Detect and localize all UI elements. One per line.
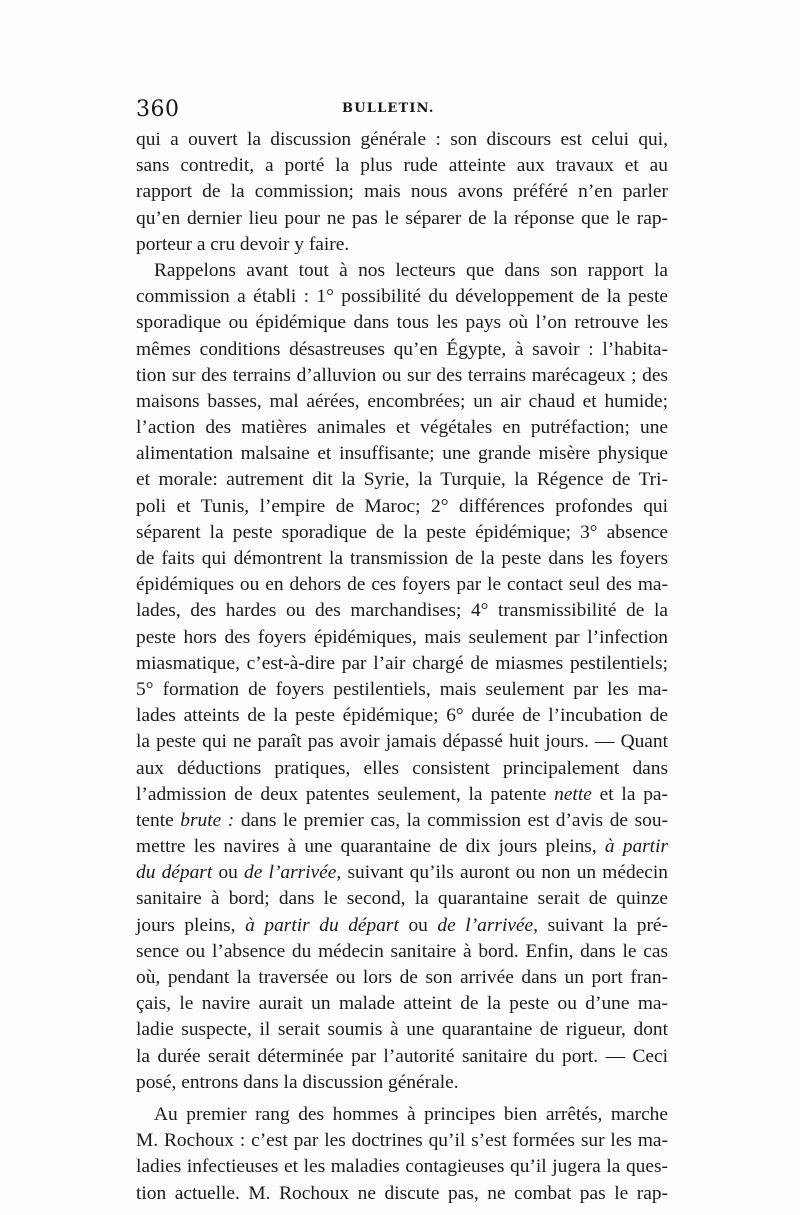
text-run: ladie suspecte, il serait soumis à une quarantaine de rigueur, dont	[136, 1019, 668, 1041]
text-run: qui a ouvert la discussion générale : son discours est celui qui,	[136, 129, 668, 150]
text-line	[136, 1102, 668, 1128]
text-line	[136, 756, 668, 782]
text-line	[136, 258, 668, 284]
text-run: jours pleins,	[136, 914, 246, 936]
text-run: où, pendant la traversée ou lors de son arrivée dans un port fran-	[136, 967, 668, 988]
italic-text: à partir du départ	[245, 914, 399, 936]
text-run: mettre les navires à une quarantaine de dix jours pleins,	[136, 836, 605, 858]
text-run: lades atteints de la peste épidémique; 6° durée de l’incubation de	[136, 705, 668, 727]
text-run: tente	[136, 809, 181, 831]
text-line	[136, 232, 668, 258]
text-run: sence ou l’absence du médecin sanitaire à bord. Enfin, dans le cas	[136, 940, 668, 962]
text-run: poli et Tunis, l’empire de Maroc; 2° différences profondes qui	[136, 495, 668, 517]
text-line	[136, 494, 668, 520]
text-line	[136, 965, 668, 991]
text-line	[136, 284, 668, 310]
italic-text: brute :	[180, 809, 235, 831]
text-run: dans le premier cas, la commission est d’avis de sou-	[234, 809, 668, 831]
text-run: et morale: autrement dit la Syrie, la Turquie, la Régence de Tri-	[136, 469, 668, 491]
text-line	[136, 625, 668, 651]
page-number: 360	[136, 97, 180, 122]
text-run: sans contredit, a porté la plus rude atteinte aux travaux et au	[136, 155, 668, 177]
text-line	[136, 546, 668, 572]
text-run: alimentation malsaine et insuffisante; une grande misère physique	[136, 443, 668, 465]
text-run: Rappelons avant tout à nos lecteurs que dans son rapport la	[154, 259, 668, 281]
text-run: la durée serait déterminée par l’autorité sanitaire du port. — Ceci	[136, 1045, 668, 1067]
text-run: suivant la pré-	[538, 914, 668, 936]
text-line	[136, 572, 668, 598]
italic-text: du départ	[136, 862, 213, 884]
text-line	[136, 310, 668, 336]
text-line	[136, 834, 668, 860]
text-run: lades, des hardes ou des marchandises; 4° transmissibilité de la	[136, 600, 668, 622]
text-line	[136, 651, 668, 677]
text-line	[136, 1017, 668, 1043]
text-run: tion actuelle. M. Rochoux ne discute pas, ne combat pas le rap-	[136, 1182, 668, 1204]
text-line	[136, 1181, 668, 1207]
text-line	[136, 598, 668, 624]
text-run: posé, entrons dans la discussion générale.	[136, 1071, 459, 1093]
text-run: çais, le navire aurait un malade atteint de la peste ou d’une ma-	[136, 993, 668, 1015]
text-line	[136, 206, 668, 232]
text-line	[136, 363, 668, 389]
text-line	[136, 1128, 668, 1154]
text-line	[136, 729, 668, 755]
page-header	[136, 97, 668, 125]
text-line	[136, 1044, 668, 1070]
text-run: l’admission de deux patentes seulement, la patente	[136, 783, 555, 805]
text-line	[136, 913, 668, 939]
text-run: M. Rochoux : c’est par les doctrines qu’il s’est formées sur les ma-	[136, 1130, 668, 1152]
text-run: de faits qui démontrent la transmission de la peste dans les foyers	[136, 548, 668, 569]
text-line	[136, 467, 668, 493]
text-run: commission a établi : 1° possibilité du développement de la peste	[136, 286, 668, 308]
text-run: 5° formation de foyers pestilentiels, mais seulement par les ma-	[136, 678, 668, 700]
body-text	[136, 127, 668, 1207]
text-line	[136, 782, 668, 808]
italic-text: à partir	[604, 836, 669, 858]
text-run: et la pa-	[591, 783, 668, 805]
text-line	[136, 153, 668, 179]
text-run: séparent la peste sporadique de la peste épidémique; 3° absence	[136, 521, 668, 543]
text-run: maisons basses, mal aérées, encombrées; un air chaud et humide;	[136, 390, 668, 412]
text-line	[136, 886, 668, 912]
text-line	[136, 808, 668, 834]
text-run: peste hors des foyers épidémiques, mais seulement par l’infection	[136, 626, 668, 648]
text-line	[136, 389, 668, 415]
text-run: la peste qui ne paraît pas avoir jamais dépassé huit jours. — Quant	[136, 731, 668, 753]
text-run: sporadique ou épidémique dans tous les pays où l’on retrouve les	[136, 312, 668, 334]
text-line	[136, 127, 668, 153]
text-line	[136, 677, 668, 703]
text-line	[136, 1070, 668, 1096]
running-title: BULLETIN.	[342, 101, 435, 116]
text-run: ou	[212, 862, 245, 884]
text-run: ladies infectieuses et les maladies contagieuses qu’il jugera la ques-	[136, 1156, 668, 1178]
text-line	[136, 860, 668, 886]
text-run: épidémiques ou en dehors de ces foyers par le contact seul des ma-	[136, 574, 668, 596]
text-run: sanitaire à bord; dans le second, la quarantaine serait de quinze	[136, 888, 668, 910]
text-run: Au premier rang des hommes à principes bien arrêtés, marche	[154, 1103, 668, 1125]
text-run: rapport de la commission; mais nous avons préféré n’en parler	[136, 181, 668, 203]
text-run: mêmes conditions désastreuses qu’en Égypte, à savoir : l’habita-	[136, 338, 668, 360]
text-line	[136, 991, 668, 1017]
text-line	[136, 441, 668, 467]
text-line	[136, 179, 668, 205]
text-line	[136, 415, 668, 441]
text-run: ou	[398, 914, 438, 936]
text-line	[136, 337, 668, 363]
text-run: tion sur des terrains d’alluvion ou sur des terrains marécageux ; des	[136, 364, 668, 386]
text-line	[136, 520, 668, 546]
text-line	[136, 703, 668, 729]
italic-text: de l’arrivée,	[244, 862, 342, 884]
text-line	[136, 939, 668, 965]
text-run: qu’en dernier lieu pour ne pas le séparer de la réponse que le rap-	[136, 207, 668, 229]
italic-text: de l’arrivée,	[437, 914, 538, 936]
text-run: l’action des matières animales et végétales en putréfaction; une	[136, 417, 668, 439]
italic-text: nette	[554, 783, 592, 805]
text-run: miasmatique, c’est-à-dire par l’air chargé de miasmes pestilentiels;	[136, 652, 668, 674]
text-run: suivant qu’ils auront ou non un médecin	[341, 862, 668, 884]
text-run: porteur a cru devoir y faire.	[136, 233, 350, 255]
text-run: aux déductions pratiques, elles consistent principalement dans	[136, 757, 668, 779]
text-line	[136, 1154, 668, 1180]
